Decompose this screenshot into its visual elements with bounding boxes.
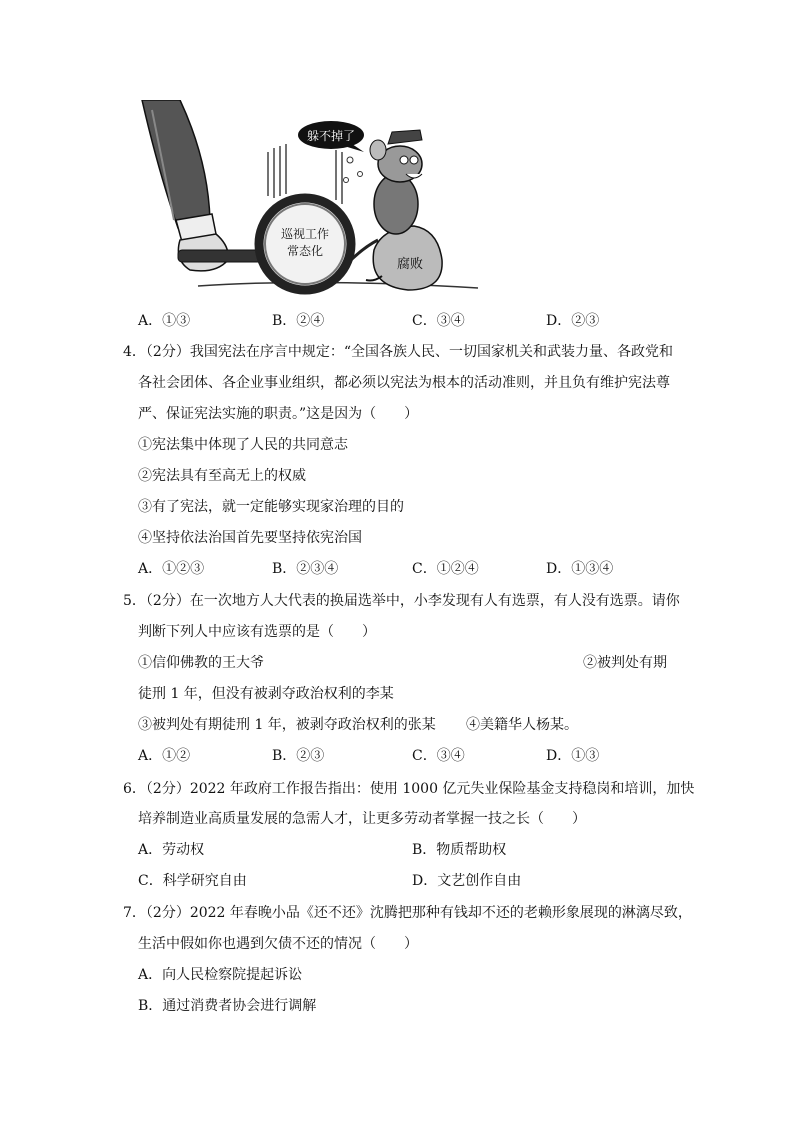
q6-option-d: D．文艺创作自由 (412, 873, 522, 889)
q5-item-2-start: ②被判处有期 (583, 655, 667, 671)
q6-stem-line2: 培养制造业高质量发展的急需人才，让更多劳动者掌握一技之长（ ） (138, 811, 586, 827)
speech-text: 躲不掉了 (306, 129, 356, 143)
q4-stem-line2: 各社会团体、各企业事业组织，都必须以宪法为根本的活动准则，并且负有维护宪法尊 (138, 375, 670, 391)
q6-stem-line1: 6．（2分）2022 年政府工作报告指出：使用 1000 亿元失业保险基金支持稳岗和培训，加快 (123, 781, 695, 797)
q7-option-b: B．通过消费者协会进行调解 (138, 998, 317, 1014)
bag-text: 腐败 (396, 257, 424, 272)
q7-option-a: A．向人民检察院提起诉讼 (138, 967, 303, 983)
q3-option-b: B．②④ (272, 313, 325, 329)
q4-option-a: A．①②③ (138, 561, 205, 577)
magnifier-text-line1: 巡视工作 (280, 227, 330, 241)
q5-option-d: D．①③ (546, 748, 600, 764)
q4-option-b: B．②③④ (272, 561, 339, 577)
q4-item-1: ①宪法集中体现了人民的共同意志 (138, 437, 348, 453)
q3-option-c: C．③④ (412, 313, 465, 329)
q4-item-2: ②宪法具有至高无上的权威 (138, 468, 306, 484)
q5-stem-line2: 判断下列人中应该有选票的是（ ） (138, 624, 376, 640)
q6-option-b: B．物质帮助权 (412, 842, 507, 858)
q5-item-1: ①信仰佛教的王大爷 (138, 655, 264, 671)
q5-stem-line1: 5．（2分）在一次地方人大代表的换届选举中，小李发现有人有选票，有人没有选票。请你 (123, 593, 680, 609)
cartoon-illustration (138, 100, 483, 296)
q5-item-4: ④美籍华人杨某。 (466, 717, 578, 733)
q5-option-a: A．①② (138, 748, 191, 764)
q5-item-2-cont: 徒刑 1 年，但没有被剥夺政治权利的李某 (138, 686, 394, 702)
q5-option-b: B．②③ (272, 748, 325, 764)
q4-option-d: D．①③④ (546, 561, 614, 577)
q4-stem-line1: 4．（2分）我国宪法在序言中规定：“全国各族人民、一切国家机关和武装力量、各政党和 (123, 344, 673, 360)
q7-stem-line2: 生活中假如你也遇到欠债不还的情况（ ） (138, 936, 418, 952)
q4-option-c: C．①②④ (412, 561, 479, 577)
q7-stem-line1: 7．（2分）2022 年春晚小品《还不还》沈腾把那种有钱却不还的老赖形象展现的淋漓尽致， (123, 905, 692, 921)
q4-stem-line3: 严、保证宪法实施的职责。”这是因为（ ） (138, 406, 419, 422)
q4-item-4: ④坚持依法治国首先要坚持依宪治国 (138, 530, 362, 546)
q3-option-d: D．②③ (546, 313, 600, 329)
q4-item-3: ③有了宪法，就一定能够实现家治理的目的 (138, 499, 404, 515)
q5-option-c: C．③④ (412, 748, 465, 764)
q3-option-a: A．①③ (138, 313, 191, 329)
q5-item-3: ③被判处有期徒刑 1 年，被剥夺政治权利的张某 (138, 717, 436, 733)
magnifier-text-line2: 常态化 (286, 244, 324, 258)
q6-option-c: C．科学研究自由 (138, 873, 247, 889)
q6-option-a: A．劳动权 (138, 842, 205, 858)
